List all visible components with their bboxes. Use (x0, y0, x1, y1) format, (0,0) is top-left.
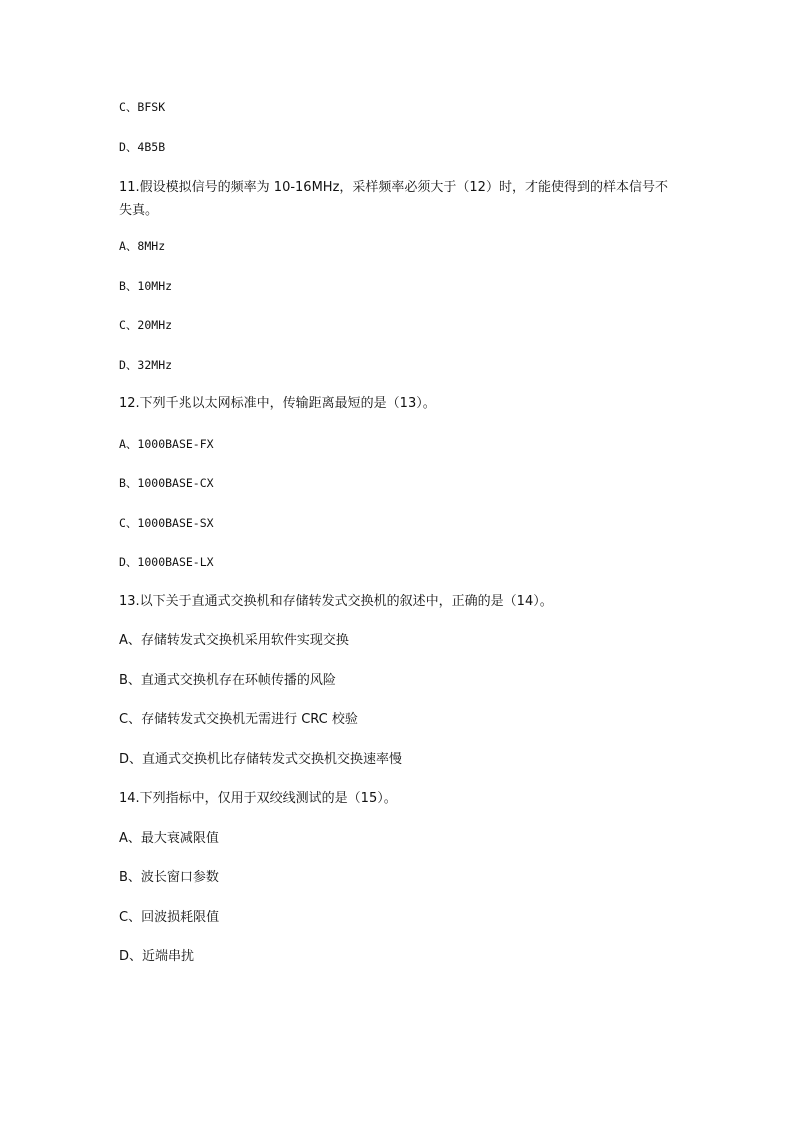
q14-option-d: D、近端串扰 (119, 949, 195, 964)
q12-option-b: B、1000BASE-CX (119, 476, 214, 490)
q13-option-b: B、直通式交换机存在环帧传播的风险 (119, 673, 336, 688)
q12-option-a: A、1000BASE-FX (119, 437, 214, 451)
q11-option-d: D、32MHz (119, 358, 173, 372)
q13-stem: 13.以下关于直通式交换机和存储转发式交换机的叙述中，正确的是（14）。 (119, 594, 553, 609)
q10-option-c: C、BFSK (119, 100, 166, 114)
q14-stem: 14.下列指标中，仅用于双绞线测试的是（15）。 (119, 791, 397, 806)
q13-option-c: C、存储转发式交换机无需进行 CRC 校验 (119, 712, 358, 727)
q11-option-a: A、8MHz (119, 239, 166, 253)
q12-option-c: C、1000BASE-SX (119, 516, 214, 530)
q11-option-b: B、10MHz (119, 279, 173, 293)
q14-option-b: B、波长窗口参数 (119, 870, 219, 885)
q14-option-c: C、回波损耗限值 (119, 910, 220, 925)
q12-option-d: D、1000BASE-LX (119, 555, 214, 569)
q12-stem: 12.下列千兆以太网标准中，传输距离最短的是（13）。 (119, 396, 436, 411)
q10-option-d: D、4B5B (119, 140, 166, 154)
q11-option-c: C、20MHz (119, 318, 173, 332)
q13-option-a: A、存储转发式交换机采用软件实现交换 (119, 633, 349, 648)
q14-option-a: A、最大衰减限值 (119, 831, 219, 846)
q11-stem: 11.假设模拟信号的频率为 10-16MHz，采样频率必须大于（12）时，才能使得到的样本信号不失真。 (119, 180, 668, 218)
q13-option-d: D、直通式交换机比存储转发式交换机交换速率慢 (119, 752, 403, 767)
